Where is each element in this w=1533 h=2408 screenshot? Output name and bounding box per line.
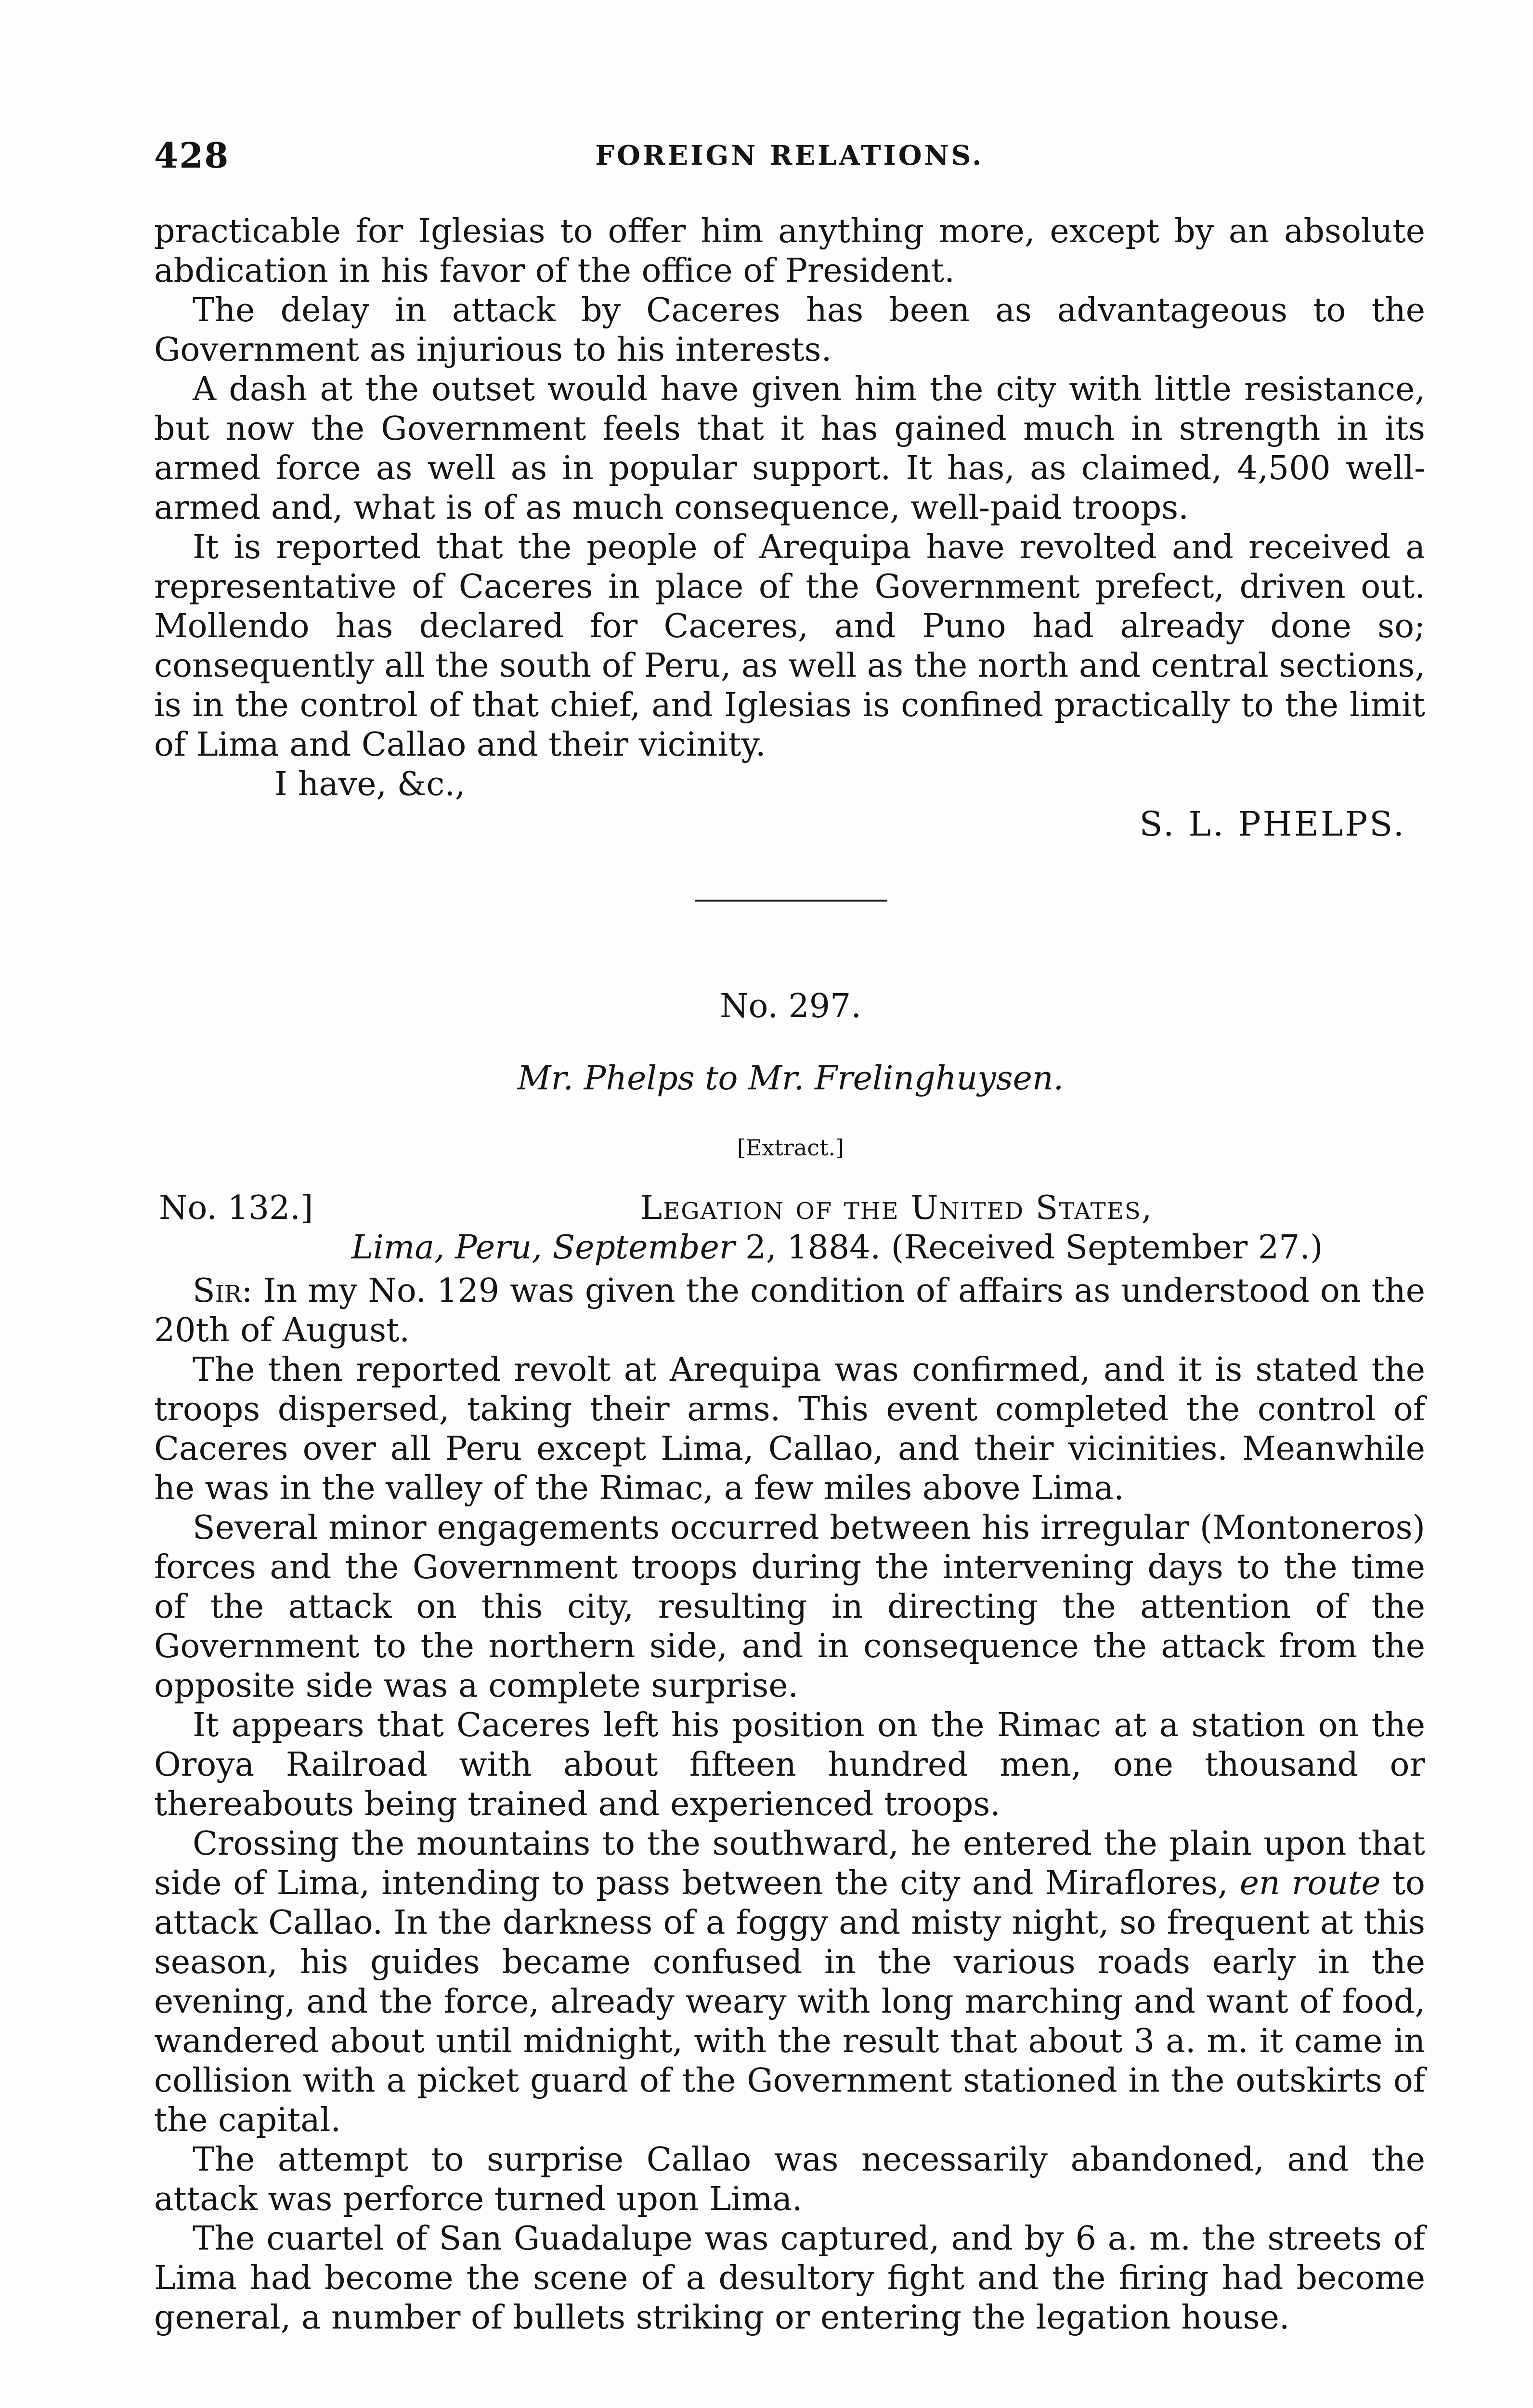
paragraph-text: Crossing the mountains to the southward, he entered the plain upon that side of Lima, intending to pass between the city and Miraflores, xyxy=(154,1825,1425,1902)
paragraph: practicable for Iglesias to offer him anything more, except by an absolute abdication in his favor of the office of President. xyxy=(154,212,1425,290)
opening-paragraph xyxy=(154,1271,1425,1350)
dispatch-heading xyxy=(159,1189,1425,1270)
letter-closing: I have, &c., xyxy=(274,765,466,803)
continued-letter xyxy=(154,212,1425,844)
paragraph: A dash at the outset would have given him the city with little resistance, but now the Government feels that it has gained much in strength in its armed force as well as in popular support. It has, as claimed, 4,500 well-armed and, what is of as much consequence, well-paid troops. xyxy=(154,370,1425,527)
paragraph: Several minor engagements occurred between his irregular (Montoneros) forces and the Government troops during the intervening days to the time of the attack on this city, resulting in directing the attention of the Government to the northern side, and in consequence the attack from the opposite side was a complete surprise. xyxy=(154,1509,1425,1705)
letter-body xyxy=(154,1271,1425,2338)
correspondents-heading: Mr. Phelps to Mr. Frelinghuysen. xyxy=(517,1060,1064,1098)
paragraph: The cuartel of San Guadalupe was captured, and by 6 a. m. the streets of Lima had become the scene of a desultory fight and the firing had become general, a number of bullets striking or entering the legation house. xyxy=(154,2220,1425,2337)
running-head: FOREIGN RELATIONS. xyxy=(595,140,984,171)
extract-label: [Extract.] xyxy=(737,1135,844,1161)
paragraph-text: to attack Callao. In the darkness of a foggy and misty night, so frequent at this season, his guides became confused in the various roads early in the evening, and the force, already weary with long marching and want of food, wandered about until midnight, with the result that about 3 a. m. it came in collision with a picket guard of the Government stationed in the outskirts of the capital. xyxy=(154,1864,1425,2139)
dispatch-number: No. 132.] xyxy=(159,1189,313,1227)
paragraph: The delay in attack by Caceres has been as advantageous to the Government as injurious to his interests. xyxy=(154,291,1425,369)
page-number: 428 xyxy=(154,135,230,176)
document-number: No. 297. xyxy=(720,987,861,1025)
dateline xyxy=(351,1228,1323,1268)
paragraph: It is reported that the people of Arequipa have revolted and received a representative of Caceres in place of the Government prefect, driven out. Mollendo has declared for Caceres, and Puno had already done so; consequently all the south of Peru, as well as the north and central sections, is in the control of that chief, and Iglesias is confined practically to the limit of Lima and Callao and their vicinity. xyxy=(154,528,1425,764)
section-divider xyxy=(695,900,887,902)
paragraph: The then reported revolt at Arequipa was confirmed, and it is stated the troops dispersed, taking their arms. This event completed the control of Caceres over all Peru except Lima, Callao, and their vicinities. Meanwhile he was in the valley of the Rimac, a few miles above Lima. xyxy=(154,1351,1425,1507)
dateline-place: Lima, Peru, September xyxy=(351,1229,735,1267)
salutation: Sir: xyxy=(193,1272,253,1310)
paragraph: It appears that Caceres left his position on the Rimac at a station on the Oroya Railroad with about fifteen hundred men, one thousand or thereabouts being trained and experienced troops. xyxy=(154,1706,1425,1823)
paragraph xyxy=(154,1824,1425,2140)
page-header xyxy=(154,135,1425,178)
legation-heading: Legation of the United States, xyxy=(640,1189,1153,1227)
opening-text: In my No. 129 was given the condition of affairs as understood on the 20th of August. xyxy=(154,1272,1425,1349)
dateline-date: 2, 1884. (Received September 27.) xyxy=(735,1229,1323,1267)
italic-phrase: en route xyxy=(1239,1864,1381,1902)
signature: S. L. PHELPS. xyxy=(1139,804,1406,844)
paragraph: The attempt to surprise Callao was necessarily abandoned, and the attack was perforce turned upon Lima. xyxy=(154,2141,1425,2218)
